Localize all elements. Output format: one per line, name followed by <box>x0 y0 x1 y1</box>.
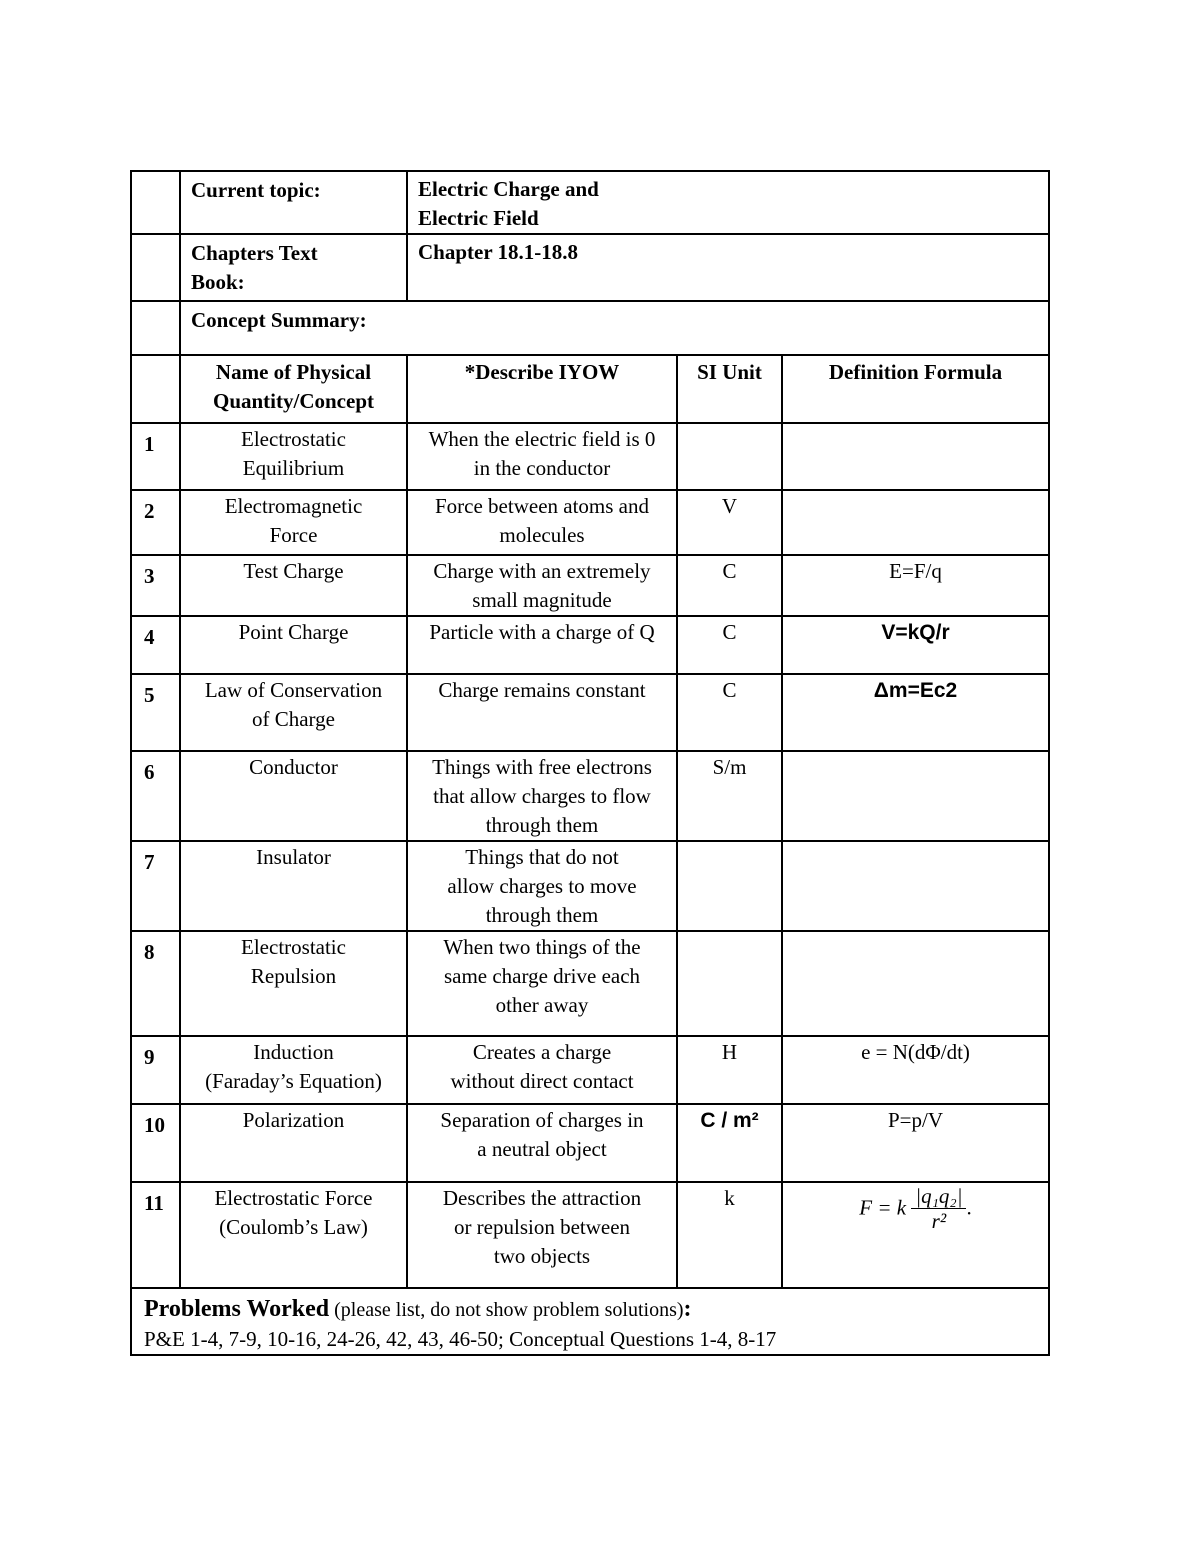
concept-name-line: Electrostatic <box>241 935 346 959</box>
concept-name-line: (Coulomb’s Law) <box>219 1215 368 1239</box>
concept-description-line: through them <box>485 813 599 837</box>
topic-value-line: Electric Charge and <box>418 177 599 201</box>
concept-description-line: other away <box>495 993 589 1017</box>
problems-row <box>131 1288 1049 1355</box>
problems-colon: : <box>683 1296 692 1322</box>
concept-description-line: Describes the attraction <box>442 1186 642 1210</box>
problems-heading <box>144 1295 1048 1325</box>
concept-name-line: Electromagnetic <box>224 494 363 518</box>
concept-row <box>131 931 1049 1036</box>
header-describe: *Describe IYOW <box>407 355 677 423</box>
concept-description-line: Particle with a charge of Q <box>429 620 655 644</box>
concept-name <box>180 674 407 751</box>
topic-row <box>131 171 1049 234</box>
concept-name <box>180 616 407 674</box>
topic-value-line: Electric Field <box>418 206 539 230</box>
definition-formula <box>782 841 1049 931</box>
definition-formula: P=p/V <box>782 1104 1049 1182</box>
concept-name <box>180 1104 407 1182</box>
row-number: 3 <box>131 555 180 616</box>
concept-description-line: Creates a charge <box>472 1040 612 1064</box>
header-formula: Definition Formula <box>782 355 1049 423</box>
row-number: 10 <box>131 1104 180 1182</box>
concept-description <box>407 490 677 555</box>
concept-row <box>131 555 1049 616</box>
empty-cell <box>131 234 180 301</box>
chapters-label <box>180 234 407 301</box>
problems-label: Problems Worked <box>144 1296 330 1322</box>
topic-value <box>407 171 1049 234</box>
empty-cell <box>131 355 180 423</box>
problems-list: P&E 1-4, 7-9, 10-16, 24-26, 42, 43, 46-50; Conceptual Questions 1-4, 8-17 <box>144 1327 777 1351</box>
concept-name-line: Insulator <box>256 845 331 869</box>
concept-name-line: Polarization <box>242 1108 345 1132</box>
concept-name-line: Repulsion <box>250 964 337 988</box>
si-unit: H <box>677 1036 782 1104</box>
concept-description <box>407 931 677 1036</box>
chapters-row <box>131 234 1049 301</box>
concept-description-line: Separation of charges in <box>440 1108 644 1132</box>
formula-numerator: |q₁q₂| <box>911 1184 966 1209</box>
row-number: 1 <box>131 423 180 490</box>
concept-row <box>131 1036 1049 1104</box>
si-unit: k <box>677 1182 782 1288</box>
row-number: 6 <box>131 751 180 841</box>
chapters-label-line: Chapters Text <box>191 241 318 265</box>
summary-row <box>131 301 1049 355</box>
si-unit: C <box>677 616 782 674</box>
concept-name-line: Point Charge <box>238 620 349 644</box>
concept-row <box>131 841 1049 931</box>
definition-formula: Δm=Ec2 <box>782 674 1049 751</box>
formula-end: . <box>966 1196 972 1220</box>
concept-row <box>131 423 1049 490</box>
concept-name-line: Test Charge <box>243 559 344 583</box>
chapters-value: Chapter 18.1-18.8 <box>407 234 1049 301</box>
formula-denominator: r² <box>931 1209 947 1233</box>
concept-name-line: Force <box>269 523 318 547</box>
chapters-label-line: Book: <box>191 270 245 294</box>
si-unit <box>677 423 782 490</box>
concept-name <box>180 931 407 1036</box>
si-unit <box>677 841 782 931</box>
concept-description-line: Force between atoms and <box>434 494 649 518</box>
si-unit: C / m² <box>677 1104 782 1182</box>
definition-formula <box>782 931 1049 1036</box>
concept-row <box>131 1104 1049 1182</box>
concept-description-line: that allow charges to flow <box>433 784 651 808</box>
row-number: 5 <box>131 674 180 751</box>
concept-description-line: a neutral object <box>477 1137 607 1161</box>
definition-formula: V=kQ/r <box>782 616 1049 674</box>
formula-lhs: F = k <box>859 1196 907 1220</box>
concept-description-line: without direct contact <box>450 1069 634 1093</box>
concept-name <box>180 490 407 555</box>
si-unit: C <box>677 674 782 751</box>
concept-description-line: Things that do not <box>465 845 619 869</box>
definition-formula <box>782 423 1049 490</box>
concept-name <box>180 423 407 490</box>
concept-name <box>180 555 407 616</box>
problems-note: (please list, do not show problem solutions) <box>329 1299 684 1321</box>
concept-name <box>180 1036 407 1104</box>
si-unit <box>677 931 782 1036</box>
concept-row <box>131 616 1049 674</box>
definition-formula: E=F/q <box>782 555 1049 616</box>
concept-description-line: in the conductor <box>473 456 611 480</box>
concept-description-line: molecules <box>499 523 585 547</box>
row-number: 9 <box>131 1036 180 1104</box>
problems-cell <box>131 1288 1049 1355</box>
concept-description-line: When the electric field is 0 <box>428 427 656 451</box>
header-name-line: Name of Physical <box>215 360 372 384</box>
concept-description-line: or repulsion between <box>453 1215 631 1239</box>
concept-summary-table <box>130 170 1050 1356</box>
empty-cell <box>131 301 180 355</box>
definition-formula <box>782 1182 1049 1288</box>
definition-formula: e = N(dΦ/dt) <box>782 1036 1049 1104</box>
concept-description-line: two objects <box>493 1244 591 1268</box>
concept-name <box>180 841 407 931</box>
definition-formula <box>782 751 1049 841</box>
concept-description-line: through them <box>485 903 599 927</box>
concept-name-line: Equilibrium <box>242 456 345 480</box>
concept-name-line: Conductor <box>249 755 338 779</box>
concept-name-line: of Charge <box>251 707 335 731</box>
concept-name-line: Electrostatic <box>241 427 346 451</box>
concept-description-line: same charge drive each <box>443 964 641 988</box>
si-unit: S/m <box>677 751 782 841</box>
row-number: 4 <box>131 616 180 674</box>
concept-name <box>180 1182 407 1288</box>
concept-description-line: small magnitude <box>472 588 612 612</box>
concept-row <box>131 674 1049 751</box>
concept-name-line: Induction <box>253 1040 334 1064</box>
coulomb-formula <box>859 1184 972 1233</box>
row-number: 7 <box>131 841 180 931</box>
concept-name-line: Law of Conservation <box>204 678 383 702</box>
empty-cell <box>131 171 180 234</box>
concept-description-line: allow charges to move <box>447 874 637 898</box>
concept-description <box>407 423 677 490</box>
concept-description <box>407 616 677 674</box>
header-name <box>180 355 407 423</box>
concept-description <box>407 555 677 616</box>
concept-description-line: Charge remains constant <box>438 678 646 702</box>
concept-description <box>407 841 677 931</box>
header-unit: SI Unit <box>677 355 782 423</box>
concept-row <box>131 751 1049 841</box>
column-header-row <box>131 355 1049 423</box>
row-number: 11 <box>131 1182 180 1288</box>
concept-description <box>407 674 677 751</box>
definition-formula <box>782 490 1049 555</box>
concept-description-line: Things with free electrons <box>432 755 652 779</box>
concept-description-line: Charge with an extremely <box>433 559 651 583</box>
si-unit: V <box>677 490 782 555</box>
header-name-line: Quantity/Concept <box>212 389 374 413</box>
concept-rows <box>131 423 1049 1288</box>
si-unit: C <box>677 555 782 616</box>
concept-description-line: When two things of the <box>443 935 641 959</box>
concept-name <box>180 751 407 841</box>
concept-description <box>407 1104 677 1182</box>
row-number: 8 <box>131 931 180 1036</box>
concept-row <box>131 490 1049 555</box>
topic-label: Current topic: <box>180 171 407 234</box>
concept-description <box>407 1182 677 1288</box>
concept-row <box>131 1182 1049 1288</box>
row-number: 2 <box>131 490 180 555</box>
concept-description <box>407 1036 677 1104</box>
summary-label: Concept Summary: <box>180 301 1049 355</box>
concept-description <box>407 751 677 841</box>
concept-name-line: Electrostatic Force <box>214 1186 373 1210</box>
formula-fraction <box>911 1184 966 1233</box>
concept-name-line: (Faraday’s Equation) <box>205 1069 382 1093</box>
